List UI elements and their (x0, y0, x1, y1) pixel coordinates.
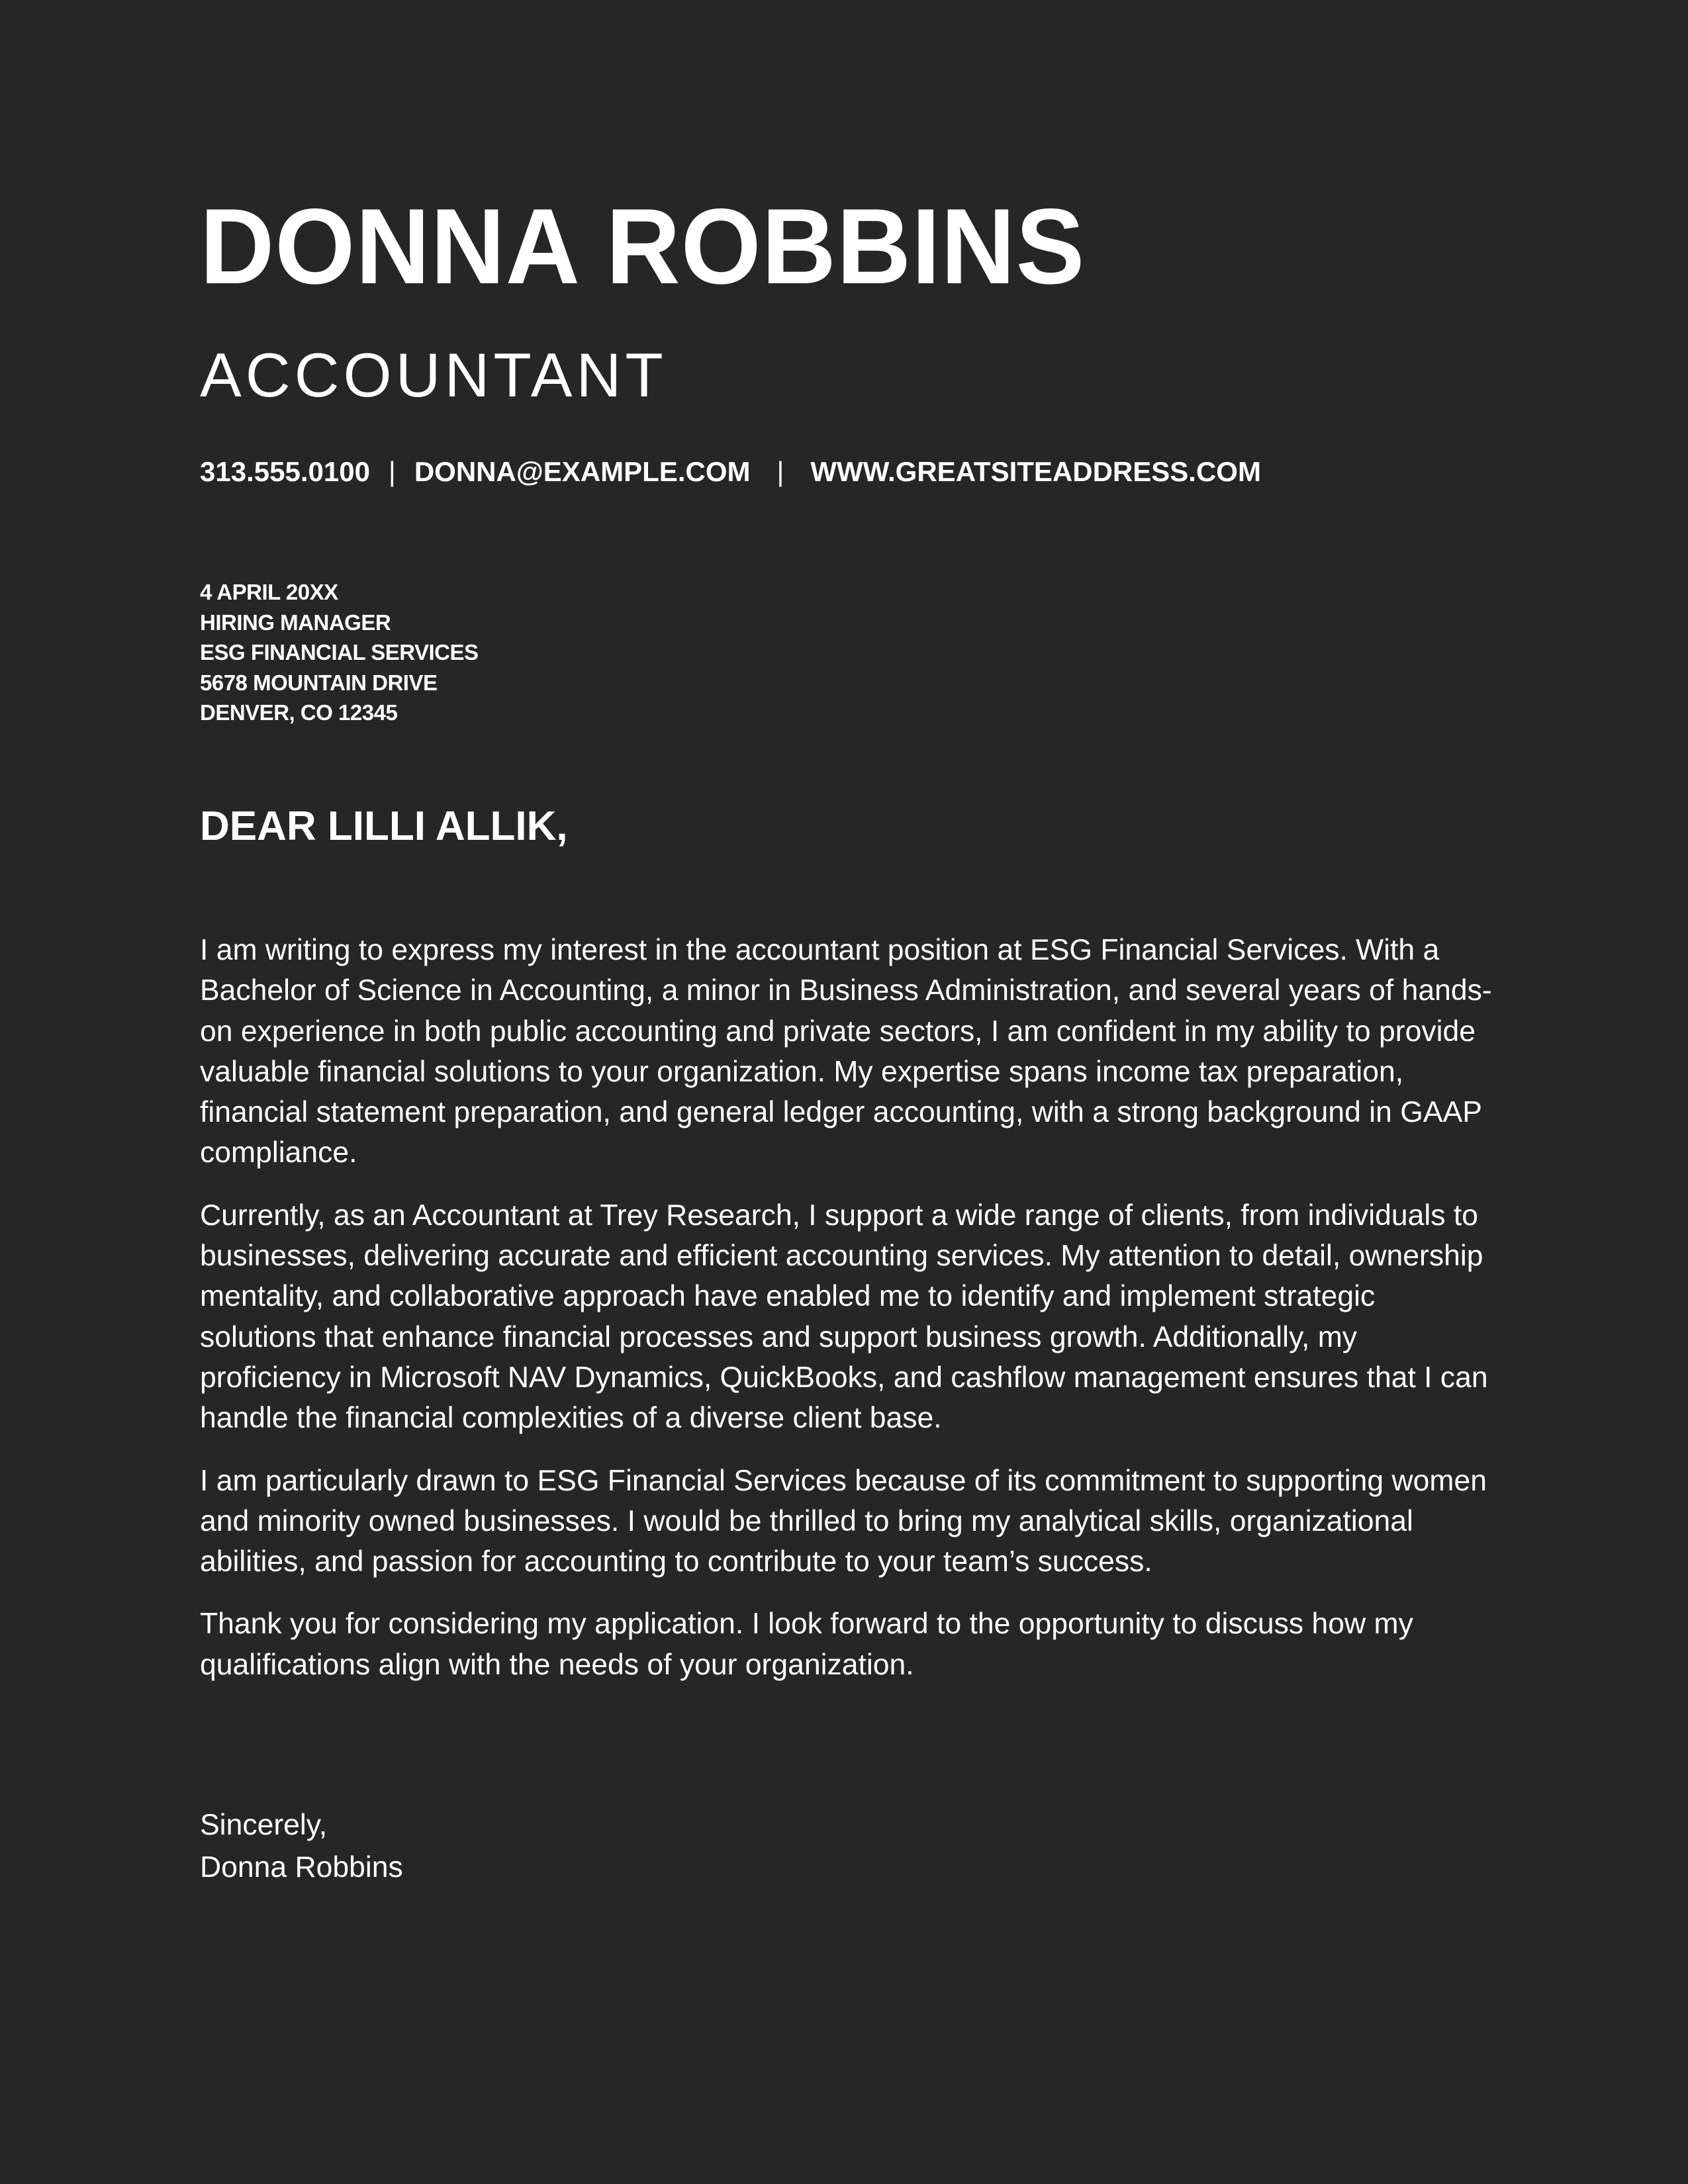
body-paragraph: Currently, as an Accountant at Trey Research, I support a wide range of clients, from individuals to businesses, delivering accurate and efficient accounting services. My attention to detail, ownership mentality, and collaborative approach have enabled me to identify and implement strategic solutions that enhance financial processes and support business growth. Additionally, my proficiency in Microsoft NAV Dynamics, QuickBooks, and cashflow management ensures that I can handle the financial complexities of a diverse client base. (200, 1199, 1488, 1435)
applicant-name: DONNA ROBBINS (200, 187, 1086, 306)
body-paragraph: I am writing to express my interest in the accountant position at ESG Financial Services. With a Bachelor of Science in Accounting, a minor in Business Administration, and several years of hands-on experience in both public accounting and private sectors, I am confident in my ability to provide valuable financial solutions to your organization. My expertise spans income tax preparation, financial statement preparation, and general ledger accounting, with a strong background in GAAP compliance. (200, 934, 1492, 1169)
contact-separator: | (776, 456, 784, 487)
letter-date: 4 APRIL 20XX (200, 580, 338, 604)
email-address: DONNA@EXAMPLE.COM (414, 456, 751, 487)
recipient-title: HIRING MANAGER (200, 610, 391, 635)
letter-body (200, 930, 1497, 1707)
contact-line (200, 458, 1261, 486)
closing-block (200, 1804, 403, 1889)
signature: Donna Robbins (200, 1851, 403, 1884)
salutation: DEAR LILLI ALLIK, (200, 803, 568, 849)
recipient-street: 5678 MOUNTAIN DRIVE (200, 670, 438, 695)
recipient-city: DENVER, CO 12345 (200, 700, 398, 725)
body-paragraph: Thank you for considering my application. I look forward to the opportunity to discuss how my qualifications align with the needs of your organization. (200, 1608, 1413, 1681)
contact-separator: | (388, 456, 396, 487)
phone-number: 313.555.0100 (200, 456, 370, 487)
job-title: ACCOUNTANT (200, 340, 667, 410)
website-address: WWW.GREATSITEADDRESS.COM (810, 456, 1261, 487)
recipient-company: ESG FINANCIAL SERVICES (200, 640, 479, 664)
closing-phrase: Sincerely, (200, 1809, 328, 1841)
body-paragraph: I am particularly drawn to ESG Financial Services because of its commitment to supporting women and minority owned businesses. I would be thrilled to bring my analytical skills, organizational abilities, and passion for accounting to contribute to your team’s success. (200, 1464, 1487, 1578)
recipient-block (200, 577, 479, 728)
